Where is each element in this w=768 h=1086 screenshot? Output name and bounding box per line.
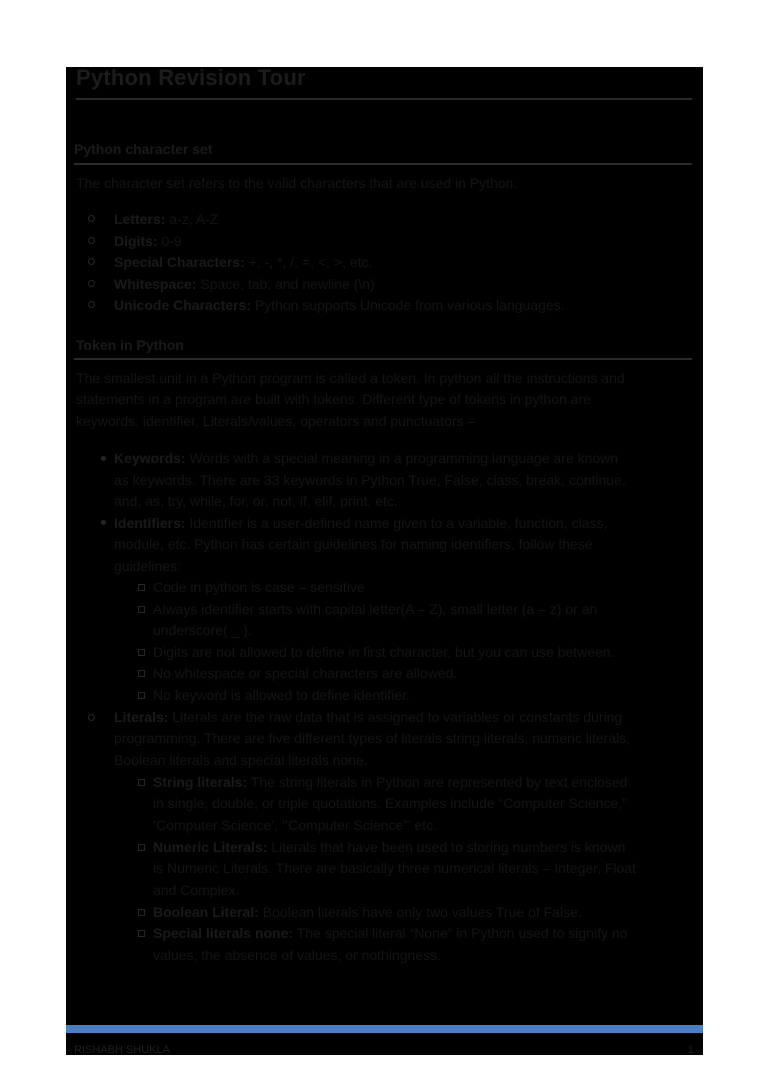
bullet-circle-icon — [88, 215, 95, 222]
section-heading-character-set: Python character set — [74, 141, 213, 157]
list-item-line: Boolean literals and special literals none. — [114, 752, 368, 768]
list-item-literals: Literals: Literals are the raw data that is assigned to variables or constants during — [114, 709, 623, 725]
bullet-square-icon — [138, 692, 145, 699]
sub-list-item: Digits are not allowed to define in first character, but you can use between. — [153, 644, 615, 660]
bullet-circle-icon — [88, 714, 95, 721]
bullet-arrow-icon — [138, 844, 145, 851]
paragraph-token-line: The smallest unit in a Python program is called a token. In python all the instructions and — [76, 370, 625, 386]
bullet-square-icon — [138, 670, 145, 677]
footer-author: RISHABH SHUKLA — [74, 1044, 170, 1056]
list-item: Letters: a-z, A-Z — [114, 211, 219, 227]
document-page — [66, 67, 703, 1055]
list-item-identifiers: Identifiers: Identifier is a user-defined name given to a variable, function, class, — [114, 515, 608, 531]
bullet-arrow-icon — [138, 909, 145, 916]
bullet-dot-icon — [101, 520, 106, 525]
sub-list-item: Always identifier starts with capital letter(A – Z), small letter (a – z) or an — [153, 601, 598, 617]
section-rule — [74, 358, 692, 360]
bullet-circle-icon — [88, 301, 95, 308]
section-heading-token: Token in Python — [76, 337, 184, 353]
list-item-line: guidelines: — [114, 558, 181, 574]
list-item-line: and, as, try, while, for, or, not, if, elif, print, etc. — [114, 493, 398, 509]
sub-list-item: No whitespace or special characters are allowed. — [153, 665, 458, 681]
section-rule — [74, 163, 692, 165]
bullet-square-icon — [138, 649, 145, 656]
sub-list-item: Code in python is case – sensitive — [153, 579, 365, 595]
list-item-line: programming. There are five different types of literals string literals, numeric literals, — [114, 730, 631, 746]
title-rule — [76, 98, 692, 100]
list-item-line: module, etc. Python has certain guidelines for naming identifiers, follow these — [114, 536, 593, 552]
bullet-circle-icon — [88, 237, 95, 244]
sub-list-item-line: is Numeric Literals. There are basically three numerical literals – Integer, Float — [153, 860, 636, 876]
sub-list-item-boolean-literal: Boolean Literal: Boolean literals have only two values True of False. — [153, 904, 582, 920]
list-item: Digits: 0-9 — [114, 233, 182, 249]
paragraph-token-line: statements in a program are built with tokens. Different type of tokens in python are — [76, 391, 591, 407]
sub-list-item-line: values, the absence of values, or nothingness. — [153, 947, 441, 963]
list-item: Whitespace: Space, tab, and newline (\n) — [114, 276, 375, 292]
list-item-keywords: Keywords: Words with a special meaning in a programming language are known — [114, 450, 618, 466]
bullet-circle-icon — [88, 280, 95, 287]
sub-list-item-numeric-literals: Numeric Literals: Literals that have been used to storing numbers is known — [153, 839, 626, 855]
paragraph-character-set: The character set refers to the valid characters that are used in Python. — [76, 175, 518, 191]
bullet-arrow-icon — [138, 779, 145, 786]
list-item: Special Characters: +, -, *, /, =, <, >, etc. — [114, 254, 373, 270]
sub-list-item-string-literals: String literals: The string literals in Python are represented by text enclosed — [153, 774, 628, 790]
bullet-arrow-icon — [138, 930, 145, 937]
page-number: 1 — [687, 1044, 694, 1056]
bullet-square-icon — [138, 606, 145, 613]
sub-list-item-line: and Complex. — [153, 882, 240, 898]
sub-list-item-line: ‘Computer Science’, ’’Computer Science”’ etc. — [153, 817, 438, 833]
paragraph-token-line: keywords, identifier, Literals/values, operators and punctuators – — [76, 413, 476, 429]
sub-list-item: No keyword is allowed to define identifier. — [153, 687, 410, 703]
bullet-square-icon — [138, 584, 145, 591]
sub-list-item-special-literals: Special literals none: The special literal “None” in Python used to signify no — [153, 925, 628, 941]
footer-bar — [66, 1025, 703, 1033]
list-item: Unicode Characters: Python supports Unicode from various languages. — [114, 297, 565, 313]
sub-list-item-line: underscore( _ ). — [153, 622, 252, 638]
bullet-circle-icon — [88, 258, 95, 265]
sub-list-item-line: in single, double, or triple quotations. Examples include “Computer Science,” — [153, 795, 627, 811]
bullet-dot-icon — [101, 456, 106, 461]
document-title: Python Revision Tour — [76, 65, 306, 90]
list-item-line: as keywords. There are 33 keywords in Python True, False, class, break, continue, — [114, 472, 626, 488]
